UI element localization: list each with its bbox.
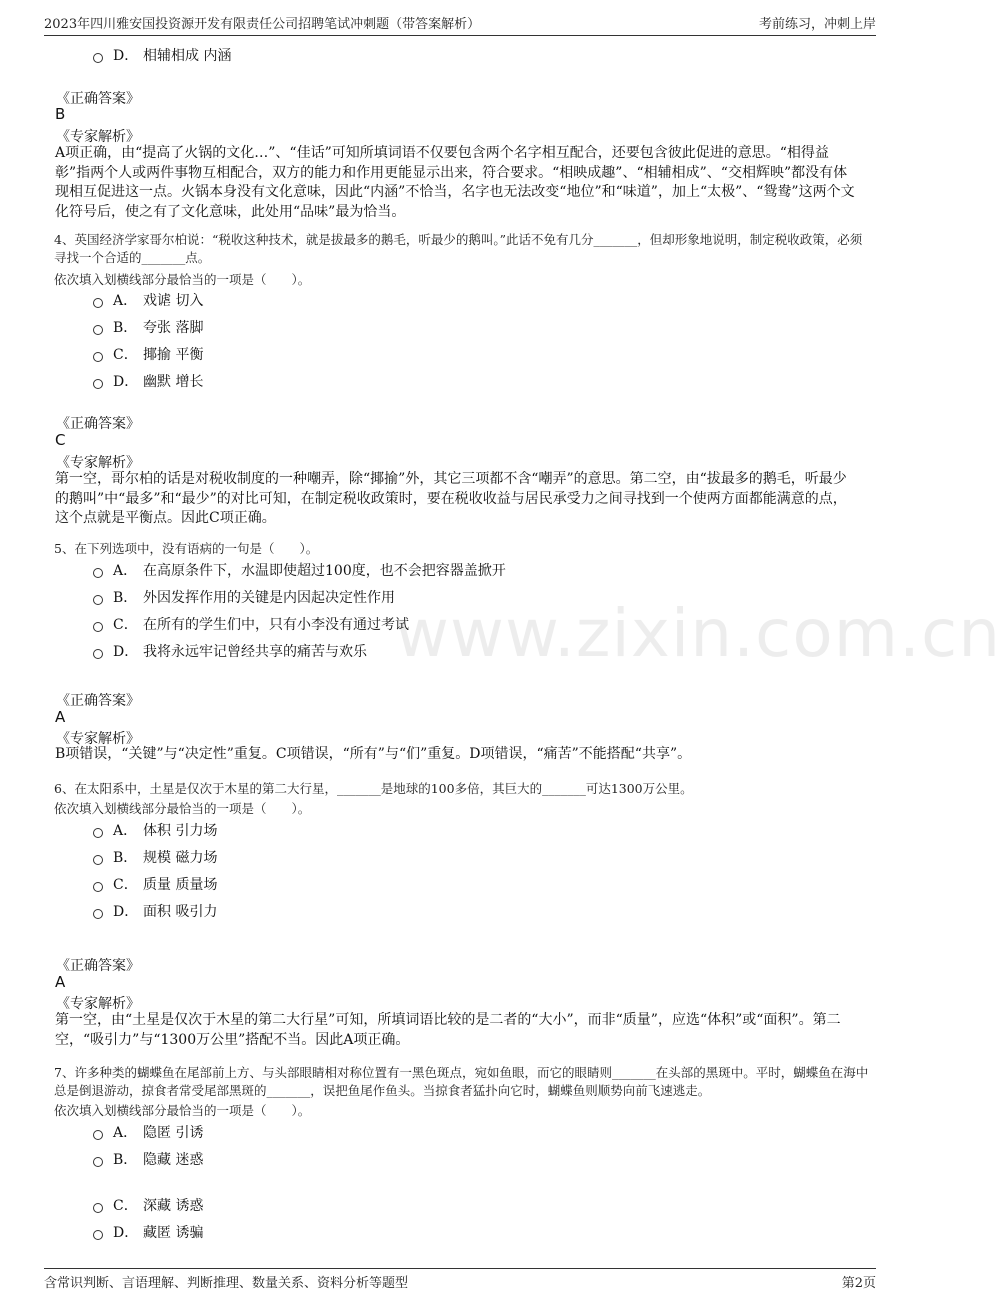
option-text: 我将永远牢记曾经共享的痛苦与欢乐 bbox=[143, 644, 367, 660]
q3-option-d[interactable]: D． 相辅相成 内涵 bbox=[93, 45, 231, 65]
question-7-prompt: 依次填入划横线部分最恰当的一项是（ ）。 bbox=[54, 1103, 311, 1118]
question-5-text: 5、在下列选项中，没有语病的一句是（ ）。 bbox=[54, 541, 319, 556]
answer-value: C bbox=[55, 431, 66, 449]
radio-icon[interactable] bbox=[93, 1130, 103, 1140]
q4-option-b[interactable]: B． 夸张 落脚 bbox=[93, 317, 203, 337]
question-6-text: 6、在太阳系中，土星是仅次于木星的第二大行星，_______是地球的100多倍，其巨大的_______可达1300万公里。 bbox=[54, 781, 693, 796]
page-number: 第2页 bbox=[841, 1276, 876, 1291]
radio-icon[interactable] bbox=[93, 855, 103, 865]
radio-icon[interactable] bbox=[93, 1157, 103, 1167]
watermark: www.zixin.com.cn bbox=[395, 595, 1001, 672]
q6-option-a[interactable]: A． 体积 引力场 bbox=[93, 820, 217, 840]
header-slogan: 考前练习，冲刺上岸 bbox=[758, 17, 876, 32]
explanation: B项错误，“关键”与“决定性”重复。C项错误，“所有”与“们”重复。D项错误，“痛苦”不能搭配“共享”。 bbox=[55, 746, 692, 762]
q6-option-b[interactable]: B． 规模 磁力场 bbox=[93, 847, 217, 867]
radio-icon[interactable] bbox=[93, 595, 103, 605]
answer-label: 《正确答案》 bbox=[56, 958, 140, 974]
option-text: 相辅相成 内涵 bbox=[143, 48, 232, 64]
radio-icon[interactable] bbox=[93, 325, 103, 335]
expert-label: 《专家解析》 bbox=[56, 129, 140, 145]
page-footer bbox=[44, 1268, 876, 1292]
q5-option-c[interactable]: C． 在所有的学生们中，只有小李没有通过考试 bbox=[93, 614, 409, 634]
option-text: 规模 磁力场 bbox=[143, 850, 218, 866]
page-header bbox=[44, 10, 876, 36]
radio-icon[interactable] bbox=[93, 352, 103, 362]
option-text: 隐藏 迷惑 bbox=[143, 1152, 204, 1168]
expert-label: 《专家解析》 bbox=[56, 996, 140, 1012]
radio-icon[interactable] bbox=[93, 909, 103, 919]
expert-label: 《专家解析》 bbox=[56, 455, 140, 471]
q5-option-a[interactable]: A． 在高原条件下，水温即使超过100度，也不会把容器盖掀开 bbox=[93, 560, 506, 580]
radio-icon[interactable] bbox=[93, 882, 103, 892]
question-4-prompt: 依次填入划横线部分最恰当的一项是（ ）。 bbox=[54, 272, 311, 287]
option-text: 外因发挥作用的关键是内因起决定性作用 bbox=[143, 590, 395, 606]
q4-option-d[interactable]: D． 幽默 增长 bbox=[93, 371, 203, 391]
answer-value: A bbox=[55, 973, 66, 991]
radio-icon[interactable] bbox=[93, 649, 103, 659]
option-text: 在高原条件下，水温即使超过100度，也不会把容器盖掀开 bbox=[143, 563, 506, 579]
radio-icon[interactable] bbox=[93, 1230, 103, 1240]
option-text: 隐匿 引诱 bbox=[143, 1125, 204, 1141]
option-text: 幽默 增长 bbox=[143, 374, 204, 390]
q7-option-b[interactable]: B． 隐藏 迷惑 bbox=[93, 1149, 203, 1169]
q7-option-d[interactable]: D． 藏匿 诱骗 bbox=[93, 1222, 203, 1242]
option-text: 戏谑 切入 bbox=[143, 293, 204, 309]
question-4-text: 4、英国经济学家哥尔柏说：“税收这种技术，就是拔最多的鹅毛，听最少的鹅叫。”此话不免有几分_______，但却形象地说明，制定税收政策，必须寻找一个合适的_______点。 bbox=[54, 232, 863, 265]
radio-icon[interactable] bbox=[93, 53, 103, 63]
option-text: 藏匿 诱骗 bbox=[143, 1225, 204, 1241]
explanation: 第一空，哥尔柏的话是对税收制度的一种嘲弄，除“揶揄”外，其它三项都不含“嘲弄”的意思。第二空，由“拔最多的鹅毛，听最少的鹅叫”中“最多”和“最少”的对比可知，在制定税收政策时，要在税收收益与居民承受力之间寻找到一个使两方面都能满意的点，这个点就是平衡点。因此C项正确。 bbox=[55, 471, 847, 526]
q5-option-b[interactable]: B． 外因发挥作用的关键是内因起决定性作用 bbox=[93, 587, 395, 607]
option-text: 揶揄 平衡 bbox=[143, 347, 204, 363]
answer-label: 《正确答案》 bbox=[56, 91, 140, 107]
option-text: 体积 引力场 bbox=[143, 823, 218, 839]
q6-option-c[interactable]: C． 质量 质量场 bbox=[93, 874, 217, 894]
radio-icon[interactable] bbox=[93, 379, 103, 389]
radio-icon[interactable] bbox=[93, 1203, 103, 1213]
option-text: 面积 吸引力 bbox=[143, 904, 218, 920]
expert-label: 《专家解析》 bbox=[56, 731, 140, 747]
radio-icon[interactable] bbox=[93, 568, 103, 578]
radio-icon[interactable] bbox=[93, 622, 103, 632]
radio-icon[interactable] bbox=[93, 298, 103, 308]
q7-option-a[interactable]: A． 隐匿 引诱 bbox=[93, 1122, 203, 1142]
question-7-text: 7、许多种类的蝴蝶鱼在尾部前上方、与头部眼睛相对称位置有一黑色斑点，宛如鱼眼，而它的眼睛则_______在头部的黑斑中。平时，蝴蝶鱼在海中总是倒退游动，掠食者常受尾部黑斑的_______，误把鱼尾作鱼头。当掠食者猛扑向它时，蝴蝶鱼则顺势向前飞速逃走。 bbox=[54, 1065, 869, 1098]
footer-topics: 含常识判断、言语理解、判断推理、数量关系、资料分析等题型 bbox=[44, 1276, 409, 1291]
option-text: 深藏 诱惑 bbox=[143, 1198, 204, 1214]
explanation: A项正确，由“提高了火锅的文化…”、“佳话”可知所填词语不仅要包含两个名字相互配合，还要包含彼此促进的意思。“相得益彰”指两个人或两件事物互相配合，双方的能力和作用更能显示出来，符合要求。“相映成趣”、“相辅相成”、“交相辉映”都没有体现相互促进这一点。火锅本身没有文化意味，因此“内涵”不恰当，名字也无法改变“地位”和“味道”，加上“太极”、“鸳鸯”这两个文化符号后，使之有了文化意味，此处用“品味”最为恰当。 bbox=[55, 145, 855, 220]
option-text: 夸张 落脚 bbox=[143, 320, 204, 336]
option-text: 质量 质量场 bbox=[143, 877, 218, 893]
explanation: 第一空，由“土星是仅次于木星的第二大行星”可知，所填词语比较的是二者的“大小”，而非“质量”，应选“体积”或“面积”。第二空，“吸引力”与“1300万公里”搭配不当。因此A项正确。 bbox=[55, 1012, 841, 1048]
question-6-prompt: 依次填入划横线部分最恰当的一项是（ ）。 bbox=[54, 801, 311, 816]
q4-option-a[interactable]: A． 戏谑 切入 bbox=[93, 290, 203, 310]
answer-value: B bbox=[55, 105, 66, 123]
answer-label: 《正确答案》 bbox=[56, 416, 140, 432]
q4-option-c[interactable]: C． 揶揄 平衡 bbox=[93, 344, 203, 364]
q6-option-d[interactable]: D． 面积 吸引力 bbox=[93, 901, 217, 921]
q7-option-c[interactable]: C． 深藏 诱惑 bbox=[93, 1195, 203, 1215]
answer-value: A bbox=[55, 708, 66, 726]
radio-icon[interactable] bbox=[93, 828, 103, 838]
option-text: 在所有的学生们中，只有小李没有通过考试 bbox=[143, 617, 409, 633]
document-title: 2023年四川雅安国投资源开发有限责任公司招聘笔试冲刺题（带答案解析） bbox=[44, 17, 481, 32]
q5-option-d[interactable]: D． 我将永远牢记曾经共享的痛苦与欢乐 bbox=[93, 641, 367, 661]
answer-label: 《正确答案》 bbox=[56, 693, 140, 709]
